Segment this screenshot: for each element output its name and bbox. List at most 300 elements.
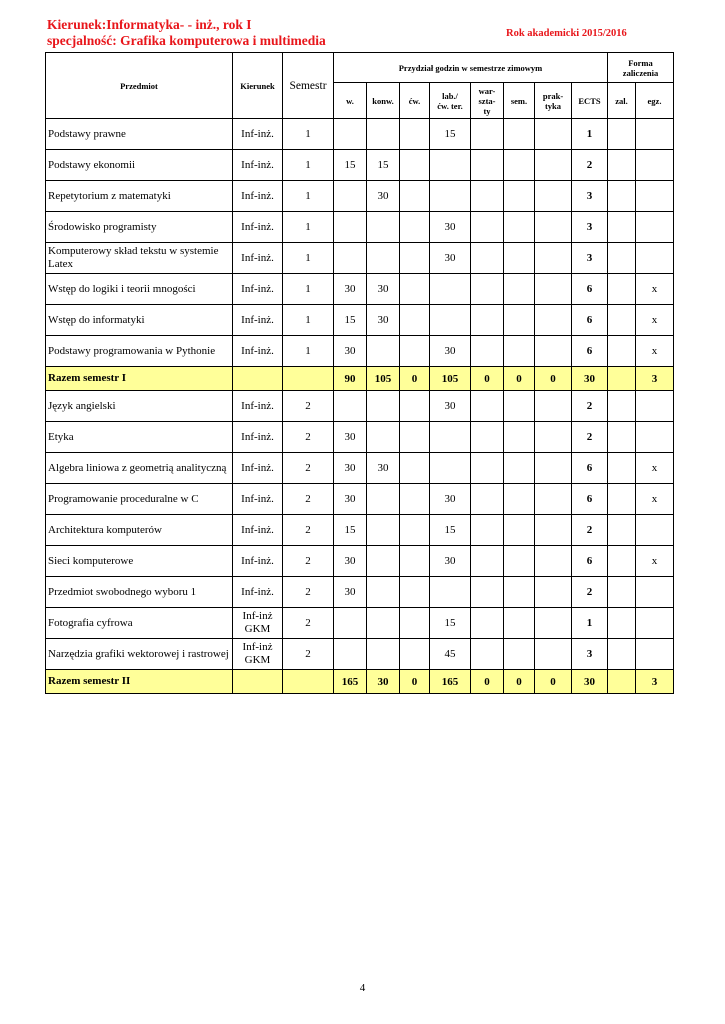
- header-kierunek: Kierunek:Informatyka- - inż., rok I: [47, 17, 252, 32]
- cell-warsztaty: [471, 119, 504, 150]
- kierunek-line1: Inf-inż.: [241, 585, 274, 598]
- cell-cw: [400, 150, 430, 181]
- cell-lab: 15: [430, 515, 471, 546]
- cell-lab: 165: [430, 670, 471, 694]
- cell-semestr: 2: [283, 608, 334, 639]
- cell-egz: [636, 639, 674, 670]
- cell-praktyka: [535, 274, 572, 305]
- cell-semestr: 2: [283, 422, 334, 453]
- cell-kierunek: [233, 336, 283, 367]
- war-line3: ty: [483, 105, 491, 116]
- cell-warsztaty: [471, 181, 504, 212]
- cell-sem: [504, 119, 535, 150]
- cell-konw: 15: [367, 150, 400, 181]
- cell-w: [334, 212, 367, 243]
- cell-kierunek: [233, 515, 283, 546]
- cell-zal: [608, 515, 636, 546]
- cell-lab: [430, 274, 471, 305]
- cell-sem: [504, 546, 535, 577]
- cell-praktyka: [535, 212, 572, 243]
- cell-subject: Komputerowy skład tekstu w systemie Latex: [46, 243, 233, 274]
- cell-subject: Etyka: [46, 422, 233, 453]
- cell-cw: [400, 274, 430, 305]
- cell-cw: [400, 243, 430, 274]
- cell-subject: Wstęp do informatyki: [46, 305, 233, 336]
- cell-zal: [608, 422, 636, 453]
- cell-w: 15: [334, 515, 367, 546]
- cell-semestr: 1: [283, 243, 334, 274]
- cell-konw: [367, 212, 400, 243]
- cell-ects: 6: [572, 336, 608, 367]
- cell-cw: [400, 515, 430, 546]
- cell-semestr: 1: [283, 119, 334, 150]
- cell-egz: x: [636, 546, 674, 577]
- cell-lab: [430, 150, 471, 181]
- cell-ects: 3: [572, 181, 608, 212]
- cell-warsztaty: [471, 546, 504, 577]
- col-header-egz: egz.: [636, 83, 674, 119]
- cell-ects: 2: [572, 515, 608, 546]
- cell-konw: 30: [367, 181, 400, 212]
- cell-zal: [608, 453, 636, 484]
- cell-konw: 30: [367, 670, 400, 694]
- cell-semestr: 2: [283, 453, 334, 484]
- cell-semestr: 1: [283, 212, 334, 243]
- cell-praktyka: [535, 305, 572, 336]
- cell-subject: Programowanie proceduralne w C: [46, 484, 233, 515]
- cell-egz: [636, 422, 674, 453]
- kierunek-line1: Inf-inż.: [241, 251, 274, 264]
- cell-konw: 105: [367, 367, 400, 391]
- col-header-forma: [608, 53, 674, 83]
- table-row: [46, 305, 674, 336]
- cell-semestr: 1: [283, 181, 334, 212]
- cell-cw: [400, 484, 430, 515]
- cell-praktyka: [535, 608, 572, 639]
- table-row: [46, 546, 674, 577]
- kierunek-line1: Inf-inż.: [241, 344, 274, 357]
- kierunek-line1: Inf-inż.: [241, 127, 274, 140]
- cell-sem: [504, 336, 535, 367]
- header-specjalnosc: specjalność: Grafika komputerowa i multimedia: [47, 33, 326, 48]
- cell-ects: 6: [572, 305, 608, 336]
- table-row: [46, 453, 674, 484]
- cell-sem: [504, 181, 535, 212]
- cell-subject: Wstęp do logiki i teorii mnogości: [46, 274, 233, 305]
- prak-line2: tyka: [544, 100, 562, 111]
- cell-egz: 3: [636, 670, 674, 694]
- cell-w: 30: [334, 484, 367, 515]
- cell-sem: [504, 150, 535, 181]
- cell-ects: 3: [572, 639, 608, 670]
- cell-praktyka: [535, 150, 572, 181]
- cell-zal: [608, 243, 636, 274]
- summary-row: [46, 367, 674, 391]
- cell-ects: 6: [572, 484, 608, 515]
- col-header-konw: konw.: [367, 83, 400, 119]
- cell-zal: [608, 150, 636, 181]
- cell-subject: Architektura komputerów: [46, 515, 233, 546]
- cell-cw: [400, 181, 430, 212]
- col-header-zal: zal.: [608, 83, 636, 119]
- cell-egz: [636, 608, 674, 639]
- cell-egz: [636, 243, 674, 274]
- cell-subject: Podstawy ekonomii: [46, 150, 233, 181]
- cell-lab: [430, 577, 471, 608]
- cell-sem: [504, 453, 535, 484]
- cell-zal: [608, 608, 636, 639]
- cell-w: [334, 243, 367, 274]
- cell-warsztaty: [471, 577, 504, 608]
- cell-egz: x: [636, 453, 674, 484]
- kierunek-line1: Inf-inż.: [241, 189, 274, 202]
- cell-ects: 30: [572, 670, 608, 694]
- kierunek-line1: Inf-inż.: [241, 313, 274, 326]
- table-row: [46, 119, 674, 150]
- cell-subject: Razem semestr I: [46, 367, 233, 391]
- cell-praktyka: [535, 639, 572, 670]
- summary-row: [46, 670, 674, 694]
- cell-kierunek: [233, 367, 283, 391]
- col-header-cw: ćw.: [400, 83, 430, 119]
- table-row: [46, 181, 674, 212]
- cell-praktyka: 0: [535, 670, 572, 694]
- cell-zal: [608, 367, 636, 391]
- cell-semestr: 2: [283, 391, 334, 422]
- cell-lab: 30: [430, 336, 471, 367]
- cell-ects: 6: [572, 274, 608, 305]
- cell-zal: [608, 546, 636, 577]
- table-row: [46, 608, 674, 639]
- cell-ects: 1: [572, 119, 608, 150]
- col-header-kierunek: Kierunek: [233, 53, 283, 119]
- cell-kierunek: [233, 670, 283, 694]
- cell-praktyka: [535, 546, 572, 577]
- cell-lab: 30: [430, 212, 471, 243]
- cell-kierunek: [233, 639, 283, 670]
- cell-egz: x: [636, 336, 674, 367]
- cell-konw: [367, 119, 400, 150]
- col-header-warsztaty: [471, 83, 504, 119]
- table-row: [46, 243, 674, 274]
- cell-semestr: 2: [283, 577, 334, 608]
- cell-w: [334, 181, 367, 212]
- cell-konw: [367, 391, 400, 422]
- cell-semestr: 1: [283, 305, 334, 336]
- cell-w: [334, 119, 367, 150]
- cell-praktyka: [535, 422, 572, 453]
- cell-w: [334, 608, 367, 639]
- cell-lab: [430, 305, 471, 336]
- table-row: [46, 336, 674, 367]
- cell-ects: 1: [572, 608, 608, 639]
- kierunek-line1: Inf-inż.: [241, 492, 274, 505]
- table-row: [46, 515, 674, 546]
- cell-egz: [636, 150, 674, 181]
- cell-kierunek: [233, 484, 283, 515]
- col-header-praktyka: [535, 83, 572, 119]
- cell-sem: [504, 484, 535, 515]
- cell-w: 90: [334, 367, 367, 391]
- cell-kierunek: [233, 391, 283, 422]
- cell-kierunek: [233, 453, 283, 484]
- cell-lab: 105: [430, 367, 471, 391]
- cell-cw: [400, 212, 430, 243]
- cell-warsztaty: [471, 639, 504, 670]
- cell-lab: 30: [430, 546, 471, 577]
- table-row: [46, 422, 674, 453]
- cell-zal: [608, 119, 636, 150]
- cell-warsztaty: 0: [471, 367, 504, 391]
- cell-egz: 3: [636, 367, 674, 391]
- cell-ects: 6: [572, 453, 608, 484]
- cell-warsztaty: [471, 515, 504, 546]
- col-header-lab: [430, 83, 471, 119]
- war-line2: szta-: [478, 95, 496, 106]
- cell-egz: x: [636, 484, 674, 515]
- cell-egz: [636, 181, 674, 212]
- cell-konw: 30: [367, 274, 400, 305]
- table-row: [46, 484, 674, 515]
- cell-kierunek: [233, 243, 283, 274]
- cell-egz: [636, 119, 674, 150]
- kierunek-line1: Inf-inż.: [241, 461, 274, 474]
- cell-sem: 0: [504, 367, 535, 391]
- cell-warsztaty: [471, 336, 504, 367]
- cell-sem: [504, 243, 535, 274]
- table-row: [46, 391, 674, 422]
- academic-year: Rok akademicki 2015/2016: [506, 28, 627, 39]
- cell-lab: 30: [430, 391, 471, 422]
- curriculum-table: [45, 52, 674, 694]
- cell-warsztaty: [471, 422, 504, 453]
- cell-zal: [608, 212, 636, 243]
- cell-warsztaty: [471, 391, 504, 422]
- cell-cw: [400, 336, 430, 367]
- cell-cw: [400, 119, 430, 150]
- cell-subject: Podstawy programowania w Pythonie: [46, 336, 233, 367]
- cell-lab: [430, 422, 471, 453]
- cell-subject: Podstawy prawne: [46, 119, 233, 150]
- cell-kierunek: [233, 577, 283, 608]
- cell-w: 30: [334, 336, 367, 367]
- cell-semestr: 2: [283, 484, 334, 515]
- kierunek-line2: GKM: [244, 623, 271, 635]
- table-row: [46, 274, 674, 305]
- cell-lab: 15: [430, 608, 471, 639]
- kierunek-line1: Inf-inż.: [241, 282, 274, 295]
- cell-semestr: 1: [283, 150, 334, 181]
- cell-praktyka: [535, 336, 572, 367]
- cell-sem: [504, 608, 535, 639]
- cell-w: 30: [334, 453, 367, 484]
- cell-praktyka: [535, 391, 572, 422]
- cell-konw: [367, 484, 400, 515]
- table-row: [46, 212, 674, 243]
- table-body: [46, 119, 674, 694]
- cell-zal: [608, 484, 636, 515]
- cell-lab: 30: [430, 243, 471, 274]
- cell-zal: [608, 577, 636, 608]
- table-row: [46, 150, 674, 181]
- cell-kierunek: [233, 274, 283, 305]
- cell-w: 165: [334, 670, 367, 694]
- cell-warsztaty: [471, 484, 504, 515]
- cell-warsztaty: [471, 150, 504, 181]
- war-line1: war-: [478, 85, 496, 96]
- cell-ects: 2: [572, 150, 608, 181]
- cell-w: [334, 639, 367, 670]
- cell-zal: [608, 391, 636, 422]
- cell-sem: [504, 639, 535, 670]
- cell-zal: [608, 639, 636, 670]
- cell-lab: [430, 453, 471, 484]
- cell-semestr: 1: [283, 274, 334, 305]
- cell-konw: 30: [367, 453, 400, 484]
- cell-subject: Algebra liniowa z geometrią analityczną: [46, 453, 233, 484]
- kierunek-line1: Inf-inż: [242, 610, 273, 622]
- cell-kierunek: [233, 305, 283, 336]
- cell-w: 30: [334, 546, 367, 577]
- cell-sem: [504, 212, 535, 243]
- cell-ects: 2: [572, 422, 608, 453]
- cell-praktyka: [535, 484, 572, 515]
- cell-kierunek: [233, 181, 283, 212]
- cell-egz: [636, 515, 674, 546]
- col-header-w: w.: [334, 83, 367, 119]
- document-header: [47, 17, 326, 49]
- kierunek-line1: Inf-inż.: [241, 220, 274, 233]
- col-header-semestr: Semestr: [283, 53, 334, 119]
- cell-ects: 3: [572, 243, 608, 274]
- cell-kierunek: [233, 422, 283, 453]
- cell-sem: 0: [504, 670, 535, 694]
- cell-zal: [608, 305, 636, 336]
- forma-line1: Forma: [628, 57, 653, 68]
- cell-ects: 2: [572, 391, 608, 422]
- cell-egz: x: [636, 305, 674, 336]
- cell-semestr: [283, 670, 334, 694]
- kierunek-line1: Inf-inż.: [241, 430, 274, 443]
- cell-praktyka: [535, 243, 572, 274]
- cell-ects: 6: [572, 546, 608, 577]
- cell-warsztaty: [471, 243, 504, 274]
- cell-w: 30: [334, 422, 367, 453]
- kierunek-line1: Inf-inż.: [241, 399, 274, 412]
- cell-ects: 3: [572, 212, 608, 243]
- cell-cw: [400, 422, 430, 453]
- cell-cw: [400, 608, 430, 639]
- cell-cw: [400, 639, 430, 670]
- cell-w: [334, 391, 367, 422]
- cell-semestr: 2: [283, 515, 334, 546]
- cell-praktyka: [535, 577, 572, 608]
- cell-subject: Razem semestr II: [46, 670, 233, 694]
- cell-lab: 30: [430, 484, 471, 515]
- col-header-sem: sem.: [504, 83, 535, 119]
- cell-praktyka: 0: [535, 367, 572, 391]
- cell-konw: [367, 336, 400, 367]
- cell-kierunek: [233, 150, 283, 181]
- kierunek-line1: Inf-inż.: [241, 523, 274, 536]
- cell-semestr: 1: [283, 336, 334, 367]
- cell-cw: [400, 305, 430, 336]
- cell-sem: [504, 515, 535, 546]
- cell-cw: 0: [400, 670, 430, 694]
- kierunek-line1: Inf-inż.: [241, 158, 274, 171]
- cell-kierunek: [233, 119, 283, 150]
- cell-konw: [367, 577, 400, 608]
- cell-zal: [608, 336, 636, 367]
- cell-subject: Środowisko programisty: [46, 212, 233, 243]
- table-row: [46, 577, 674, 608]
- cell-konw: [367, 639, 400, 670]
- cell-subject: Sieci komputerowe: [46, 546, 233, 577]
- cell-egz: [636, 577, 674, 608]
- cell-cw: [400, 577, 430, 608]
- cell-egz: x: [636, 274, 674, 305]
- cell-cw: [400, 453, 430, 484]
- cell-sem: [504, 274, 535, 305]
- cell-sem: [504, 305, 535, 336]
- cell-praktyka: [535, 119, 572, 150]
- page-number: 4: [359, 982, 366, 994]
- cell-zal: [608, 670, 636, 694]
- kierunek-line1: Inf-inż: [242, 641, 273, 653]
- cell-subject: Fotografia cyfrowa: [46, 608, 233, 639]
- cell-semestr: 2: [283, 546, 334, 577]
- cell-konw: 30: [367, 305, 400, 336]
- forma-line2: zaliczenia: [622, 67, 659, 78]
- cell-cw: [400, 546, 430, 577]
- cell-praktyka: [535, 515, 572, 546]
- cell-kierunek: [233, 546, 283, 577]
- lab-line1: lab./: [442, 90, 458, 101]
- cell-subject: Język angielski: [46, 391, 233, 422]
- lab-line2: ćw. ter.: [437, 100, 463, 111]
- cell-praktyka: [535, 453, 572, 484]
- cell-warsztaty: [471, 212, 504, 243]
- kierunek-line2: GKM: [244, 654, 271, 666]
- cell-sem: [504, 422, 535, 453]
- cell-w: 15: [334, 305, 367, 336]
- cell-warsztaty: [471, 608, 504, 639]
- cell-semestr: 2: [283, 639, 334, 670]
- cell-semestr: [283, 367, 334, 391]
- cell-subject: Repetytorium z matematyki: [46, 181, 233, 212]
- cell-lab: [430, 181, 471, 212]
- table-row: [46, 639, 674, 670]
- cell-lab: 15: [430, 119, 471, 150]
- cell-kierunek: [233, 212, 283, 243]
- cell-w: 15: [334, 150, 367, 181]
- col-header-przedmiot: Przedmiot: [46, 53, 233, 119]
- cell-sem: [504, 391, 535, 422]
- cell-konw: [367, 608, 400, 639]
- cell-zal: [608, 274, 636, 305]
- cell-warsztaty: [471, 274, 504, 305]
- prak-line1: prak-: [542, 90, 564, 101]
- cell-praktyka: [535, 181, 572, 212]
- cell-subject: Przedmiot swobodnego wyboru 1: [46, 577, 233, 608]
- cell-subject: Narzędzia grafiki wektorowej i rastrowej: [46, 639, 233, 670]
- cell-cw: [400, 391, 430, 422]
- cell-cw: 0: [400, 367, 430, 391]
- cell-kierunek: [233, 608, 283, 639]
- cell-konw: [367, 422, 400, 453]
- kierunek-line1: Inf-inż.: [241, 554, 274, 567]
- cell-egz: [636, 212, 674, 243]
